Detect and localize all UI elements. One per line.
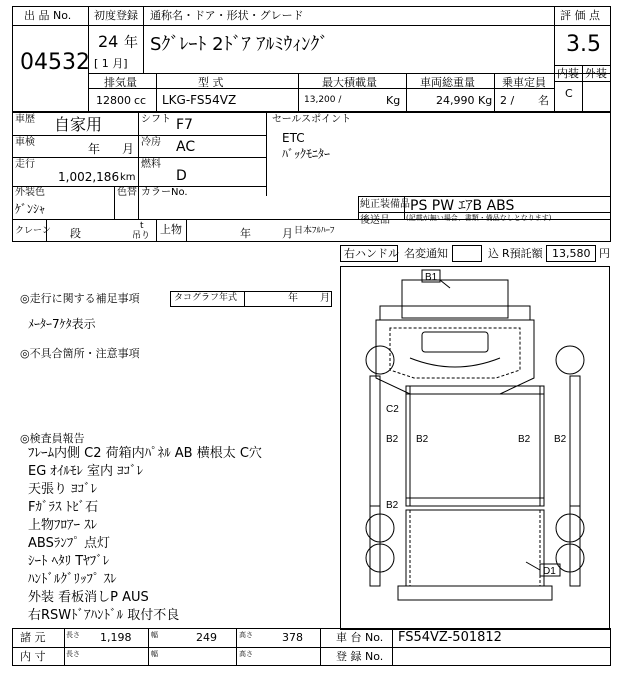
line [582,65,583,112]
shift-label: シフト [141,114,171,125]
ac-label: 冷房 [141,137,161,148]
max-load-unit: Kg [386,94,401,107]
score-value: 3.5 [566,32,601,57]
line [320,628,321,666]
inner-length-label: 長さ [66,650,80,658]
truck-damage-diagram [340,266,610,630]
damage-mark: C2 [386,404,399,415]
crane-stage: 段 [70,227,81,240]
line [88,88,554,89]
width-value: 249 [196,631,217,644]
damage-mark: D1 [543,566,556,577]
capacity-unit: 名 [538,94,549,107]
line [138,112,139,186]
inner-width-label: 幅 [151,650,158,658]
ext-color-label: 外装色 [15,187,45,198]
line [554,6,555,112]
model-value: LKG-FS54VZ [162,93,237,107]
chassis-label: 車 台 No. [336,631,384,644]
inner-dims-label: 内 寸 [20,650,46,663]
sales-points-label: セールスポイント [272,114,352,125]
inspector-line: ｼｰﾄ ﾍﾀﾘ Tﾔﾌﾞﾚ [28,554,110,569]
height-value: 378 [282,631,303,644]
chassis-value: FS54VZ-501812 [398,630,502,645]
model-label: 型 式 [198,76,224,89]
crane-load: 吊り [132,231,151,241]
length-label: 長さ [66,631,80,639]
displacement-unit: cc [134,94,147,107]
reg-year: 24 [98,32,119,51]
inspector-line: 右RSWﾄﾞｱﾊﾝﾄﾞﾙ 取付不良 [28,608,180,623]
line [186,219,187,242]
inspection-year: 年 [88,142,101,156]
reg-no-label: 登 録 No. [336,650,384,663]
fuel-label: 燃料 [141,159,161,170]
tacho-month: 月 [320,293,330,304]
height-label: 高さ [239,631,253,639]
capacity-label: 乗車定員 [502,76,546,89]
inspection-label: 車検 [15,137,35,148]
retrofit-label: 後送品 [360,215,390,226]
history-label: 車歴 [15,114,35,125]
line [88,73,611,74]
mileage-label: 走行 [15,159,35,170]
gross-weight-unit: Kg [478,94,493,107]
inspection-month: 月 [122,142,135,156]
recycle-prefix: 込 [488,247,499,260]
line [88,25,554,26]
inner-height-label: 高さ [239,650,253,658]
crane-t: t [140,221,144,231]
deck-label: 上物 [160,223,182,236]
vehicle-name-label: 通称名・ドア・形状・グレード [150,9,304,22]
damage-mark: B1 [425,272,438,283]
line [12,25,88,26]
line [12,647,611,648]
crane-label: クレーン [15,226,51,236]
color-change-label: 色替 [117,187,137,198]
damage-mark: B2 [554,434,567,445]
displacement-label: 排気量 [104,76,137,89]
deck-year: 年 [240,227,251,240]
line [143,6,144,73]
line [392,628,393,666]
inspector-line: ABSﾗﾝﾌﾟ 点灯 [28,536,110,551]
reg-month: [ 1 月] [94,57,128,70]
mod-box [452,245,482,262]
reg-year-unit: 年 [124,35,138,51]
mileage-notes-label: ◎走行に関する補足事項 [20,292,140,305]
max-load-value: 13,200 / [304,95,342,105]
fuel-value: D [176,168,187,184]
line [494,73,495,112]
lot-number: 04532 [20,50,90,75]
line [406,73,407,112]
sales-point-item: ﾊﾞｯｸﾓﾆﾀｰ [282,147,331,161]
equipment-label: 純正装備品 [360,199,410,210]
tacho-label: タコグラフ年式 [174,293,238,303]
line [12,135,266,136]
line [156,219,157,242]
damage-mark: B2 [386,434,399,445]
mod-label: 名変通知 [404,247,448,260]
max-load-label: 最大積載量 [322,76,377,89]
deck-month: 月 [282,227,293,240]
inspector-line: 外装 看板消しP AUS [28,590,149,605]
shift-value: F7 [176,117,193,133]
ac-value: AC [176,139,196,155]
inspector-line: 天張り ﾖｺﾞﾚ [28,482,98,497]
interior-label: 内装 [557,67,579,80]
gross-weight-value: 24,990 [436,94,475,107]
handle-value: 右ハンドル [344,247,399,260]
line [156,73,157,112]
color-no-label: カラーNo. [141,187,188,198]
line [358,196,611,197]
equipment-value: PS PW ｴｱB ABS [410,198,515,214]
recycle-amount: 13,580 [552,247,591,260]
sales-point-item: ETC [282,131,305,145]
inspector-line: 上物ﾌﾛｱｰ ｽﾚ [28,518,98,533]
recycle-label: R預託額 [502,247,543,260]
line [554,25,611,26]
defects-label: ◎不具合箇所・注意事項 [20,347,140,360]
ext-color-value: ｹﾞﾝｼｬ [15,202,46,216]
mileage-value: 1,002,186 [58,170,120,184]
retrofit-note: (記載が無い場合、書類・備品なしとなります) [406,214,552,222]
damage-mark: B2 [416,434,429,445]
line [64,628,65,666]
inspector-line: Fｶﾞﾗｽ ﾄﾋﾞ石 [28,500,99,515]
deck-maker: 日本ﾌﾙﾊｰﾌ [294,226,335,236]
tacho-year: 年 [288,293,298,304]
line [148,628,149,666]
inspector-label: ◎検査員報告 [20,432,85,445]
mileage-notes: ﾒｰﾀｰ7ｹﾀ表示 [28,317,96,331]
line [12,186,266,187]
damage-mark: B2 [386,500,399,511]
width-label: 幅 [151,631,158,639]
inspector-line: EG ｵｲﾙﾓﾚ 室内 ﾖｺﾞﾚ [28,464,144,479]
inspector-line: ﾌﾚｰﾑ内側 C2 荷箱内ﾊﾟﾈﾙ AB 横根太 C穴 [28,446,262,461]
inspector-line: ﾊﾝﾄﾞﾙｸﾞﾘｯﾌﾟ ｽﾚ [28,572,117,587]
history-value: 自家用 [54,115,103,134]
interior-grade: C [565,87,573,100]
line [358,196,359,219]
line [244,291,245,307]
line [236,628,237,666]
score-label: 評 価 点 [560,9,600,22]
dims-label: 諸 元 [20,631,46,644]
displacement-value: 12800 [96,94,131,107]
length-value: 1,198 [100,631,132,644]
vehicle-name: Sｸﾞﾚｰﾄ 2ﾄﾞｱ ｱﾙﾐｳｨﾝｸﾞ [150,34,329,55]
exterior-label: 外装 [585,67,607,80]
first-reg-label: 初度登録 [94,9,138,22]
capacity-value: 2 / [500,94,515,107]
line [138,186,139,219]
line [12,157,266,158]
line [266,112,267,196]
gross-weight-label: 車両総重量 [420,76,475,89]
mileage-unit: km [120,172,136,183]
recycle-unit: 円 [599,247,610,260]
line [114,186,115,219]
damage-mark: B2 [518,434,531,445]
line [298,73,299,112]
lot-no-label: 出 品 No. [24,9,72,22]
truck-diagram-svg [340,266,610,630]
